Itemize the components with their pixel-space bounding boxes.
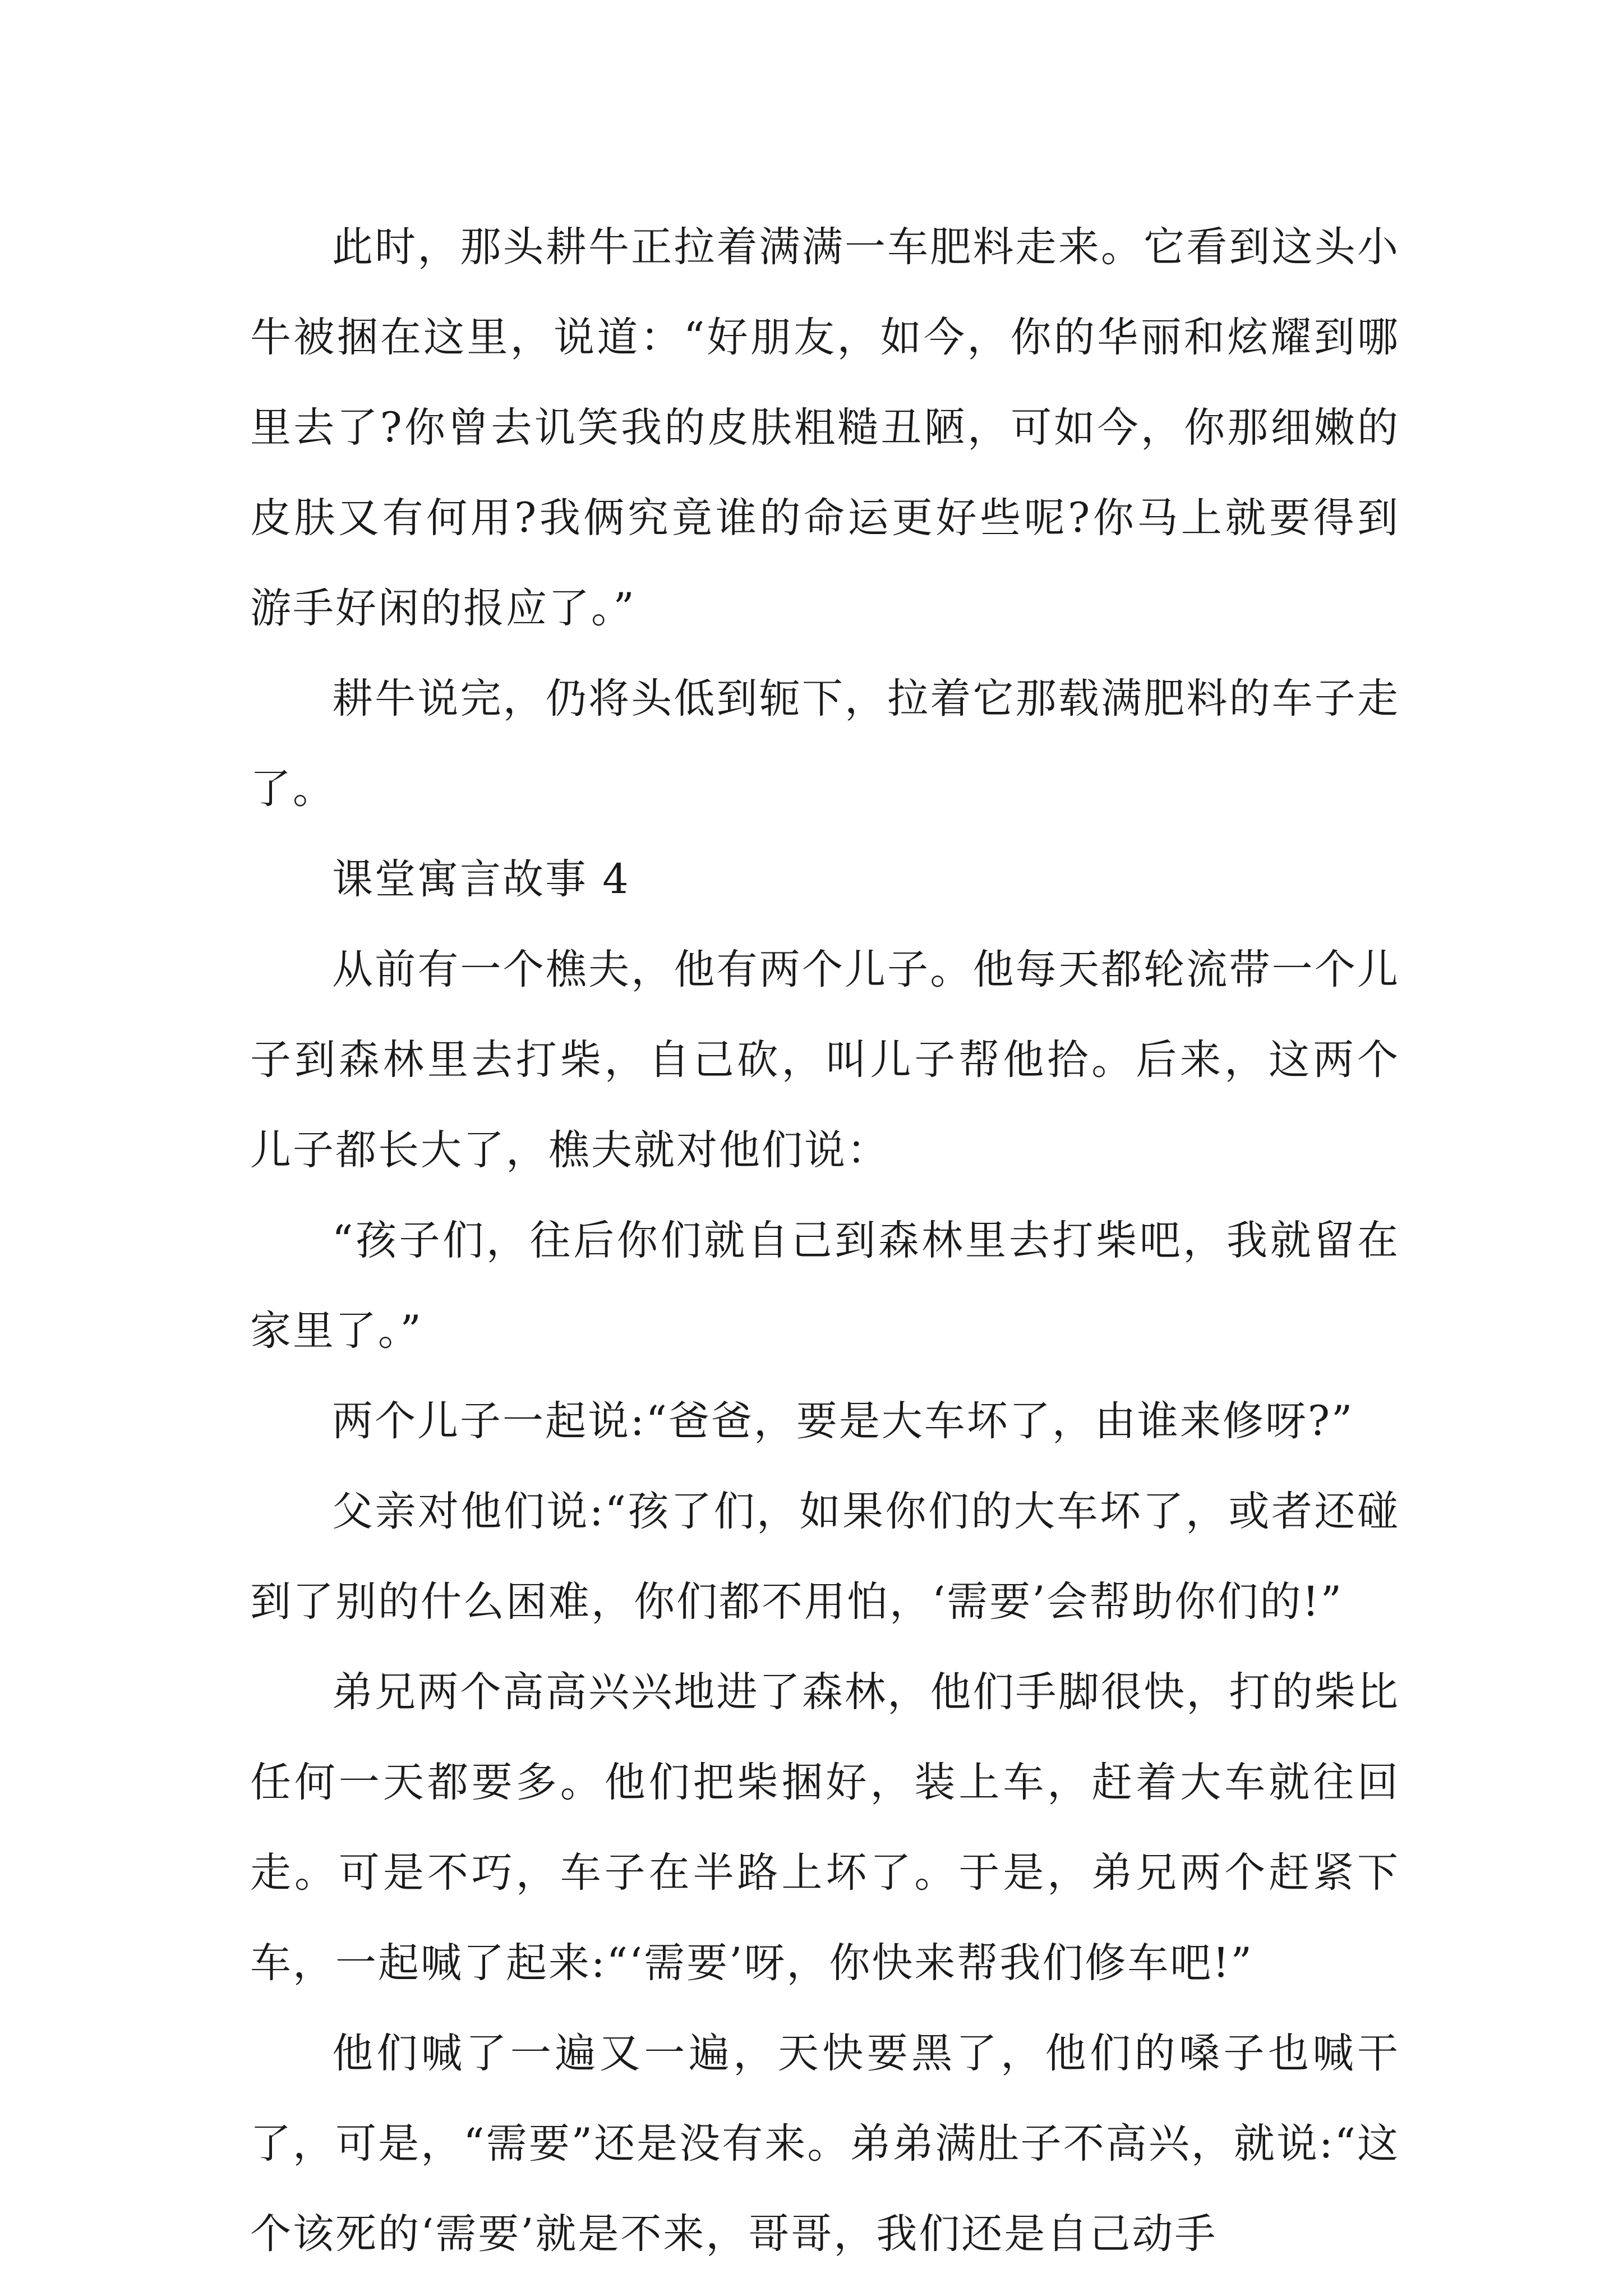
section-heading: 课堂寓言故事 4 — [332, 855, 630, 903]
paragraph: 父亲对他们说:“孩了们，如果你们的大车坏了，或者还碰到了别的什么困难，你们都不用怕，‘需要’会帮助你们的!” — [250, 1488, 1400, 1626]
document-body — [250, 202, 1400, 2279]
paragraph: 两个儿子一起说:“爸爸，要是大车坏了，由谁来修呀?” — [332, 1397, 1354, 1445]
paragraph: 从前有一个樵夫，他有两个儿子。他每天都轮流带一个儿子到森林里去打柴，自己砍，叫儿子帮他拾。后来，这两个儿子都长大了，樵夫就对他们说： — [250, 946, 1400, 1174]
paragraph: 此时，那头耕牛正拉着满满一车肥料走来。它看到这头小牛被捆在这里，说道：“好朋友，如今，你的华丽和炫耀到哪里去了?你曾去讥笑我的皮肤粗糙丑陋，可如今，你那细嫩的皮肤又有何用?我俩究竟谁的命运更好些呢?你马上就要得到游手好闲的报应了。” — [250, 223, 1400, 632]
paragraph: 他们喊了一遍又一遍，天快要黑了，他们的嗓子也喊干了，可是，“需要”还是没有来。弟弟满肚子不高兴，就说:“这个该死的‘需要’就是不来，哥哥，我们还是自己动手 — [250, 2030, 1400, 2258]
paragraph: 耕牛说完，仍将头低到轭下，拉着它那载满肥料的车子走了。 — [250, 675, 1400, 813]
paragraph: “孩子们，往后你们就自己到森林里去打柴吧，我就留在家里了。” — [250, 1217, 1400, 1355]
paragraph: 弟兄两个高高兴兴地进了森林，他们手脚很快，打的柴比任何一天都要多。他们把柴捆好，装上车，赶着大车就往回走。可是不巧，车子在半路上坏了。于是，弟兄两个赶紧下车，一起喊了起来:“‘需要’呀，你快来帮我们修车吧!” — [250, 1668, 1400, 1987]
